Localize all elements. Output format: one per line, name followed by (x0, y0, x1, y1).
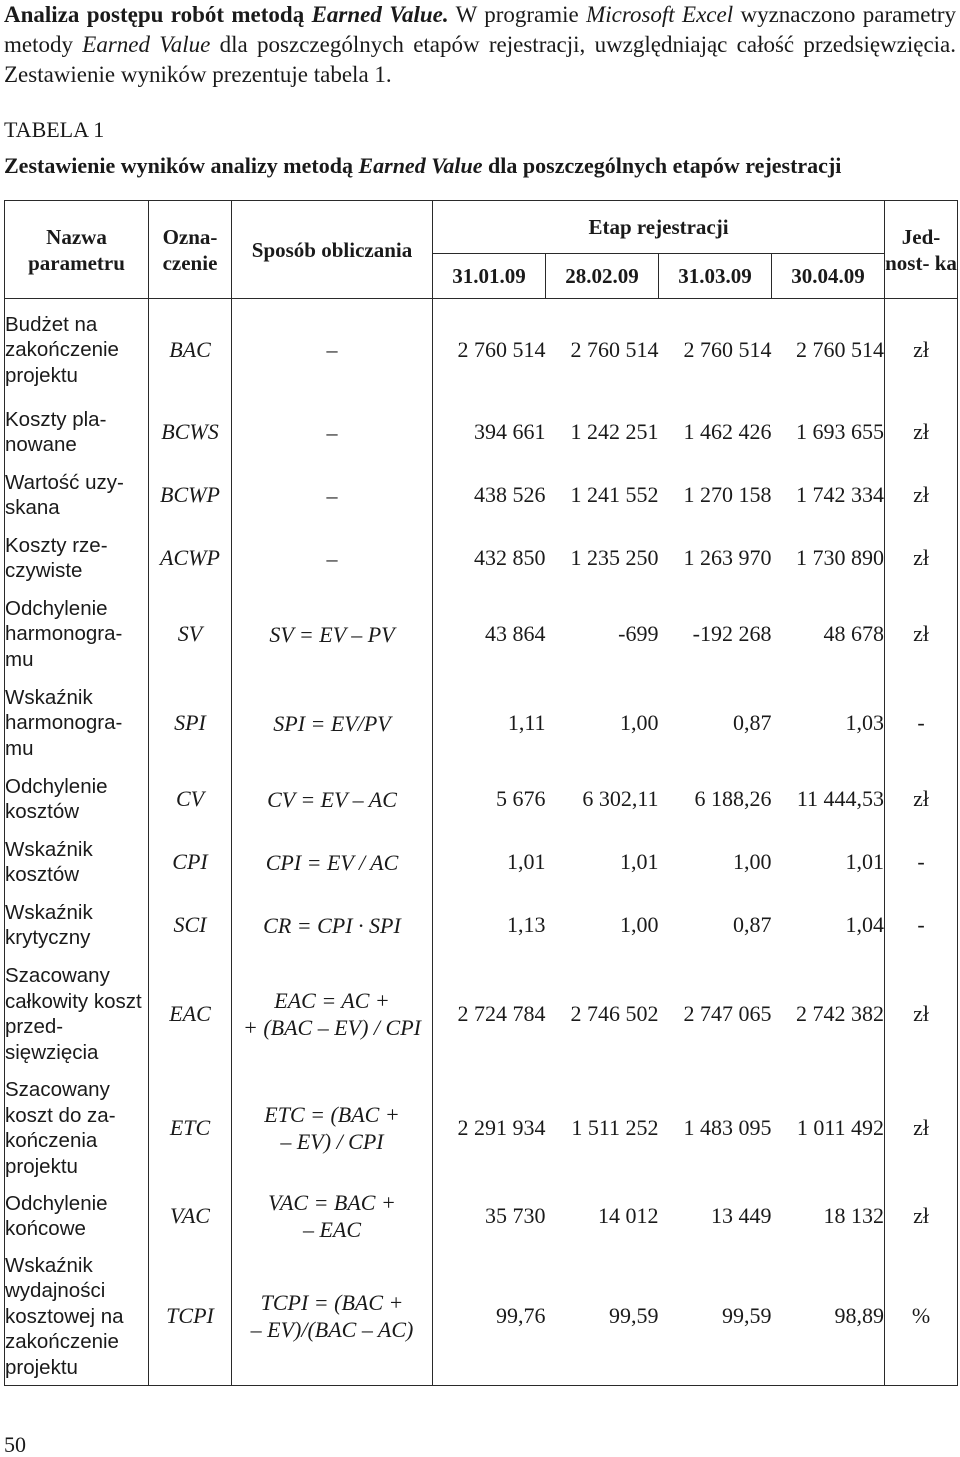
parameter-symbol: BCWS (149, 401, 232, 464)
header-stage-3: 31.03.09 (659, 254, 772, 299)
method-line: – EAC (302, 1217, 362, 1242)
table-title-a: Zestawienie wyników analizy metodą (4, 153, 353, 178)
parameter-name: Odchylenie harmonogra- mu (5, 590, 149, 679)
stage-value: 2 724 784 (433, 957, 546, 1072)
parameter-name: Wskaźnik kosztów (5, 831, 149, 894)
parameter-symbol: BAC (149, 299, 232, 401)
method-line: TCPI = (BAC + (260, 1290, 404, 1316)
parameter-symbol: BCWP (149, 464, 232, 527)
stage-value: 438 526 (433, 464, 546, 527)
header-name: Nazwa parametru (5, 201, 149, 299)
stage-value: 2 747 065 (683, 1001, 772, 1026)
unit: zł (885, 590, 958, 679)
intro-text-d: Zestawienie wyników prezentuje tabela 1. (4, 62, 392, 87)
calculation-method (232, 894, 433, 957)
parameter-symbol: ETC (149, 1072, 232, 1185)
page-number: 50 (4, 1432, 26, 1457)
table-row (5, 299, 958, 401)
stage-value: 2 760 514 (546, 299, 659, 401)
intro-heading-italic: Earned Value. (311, 2, 449, 27)
parameter-name: Wartość uzy- skana (5, 464, 149, 527)
table-label: TABELA 1 (4, 117, 105, 142)
stage-value: 0,87 (733, 710, 772, 735)
table-row (5, 1248, 958, 1386)
intro-text-b: wyznaczono parametry metody (4, 2, 957, 57)
stage-value: 1 693 655 (772, 401, 885, 464)
table-row (5, 957, 958, 1072)
table-row (5, 831, 958, 894)
stage-value: 48 678 (772, 590, 885, 679)
stage-value: 1 742 334 (772, 464, 885, 527)
method-line: – (326, 545, 338, 571)
method-line: VAC = BAC + (268, 1190, 396, 1215)
method-line: CV = EV – AC (267, 786, 397, 812)
stage-value: 1,00 (620, 710, 659, 735)
parameter-name: Wskaźnik krytyczny (5, 894, 149, 957)
table-title-b: dla poszczególnych etapów rejestracji (488, 153, 842, 178)
stage-value: 14 012 (598, 1203, 659, 1228)
header-stage-1: 31.01.09 (433, 254, 546, 299)
calculation-method (232, 590, 433, 679)
method-line: SPI = EV/PV (273, 710, 391, 736)
method-line: – (326, 337, 338, 363)
calculation-method (232, 957, 433, 1072)
stage-value: 1,03 (772, 679, 885, 768)
intro-heading: Analiza postępu robót metodą (4, 2, 305, 27)
unit: zł (885, 1072, 958, 1185)
table-row (5, 894, 958, 957)
stage-value: 1 462 426 (683, 419, 772, 444)
calculation-method (232, 768, 433, 831)
stage-value: 1 242 251 (570, 419, 659, 444)
intro-text-a: W programie (455, 2, 579, 27)
stage-value: 1,01 (620, 849, 659, 874)
stage-value: -192 268 (692, 621, 772, 646)
stage-value: -699 (618, 621, 659, 646)
parameter-name: Szacowany koszt do za- kończenia projektu (5, 1072, 149, 1185)
stage-value: 1 263 970 (683, 545, 772, 570)
calculation-method (232, 1072, 433, 1185)
header-stage-2: 28.02.09 (546, 254, 659, 299)
method-line: ETC = (BAC + (264, 1102, 400, 1127)
intro-app-name: Microsoft Excel (586, 2, 734, 27)
parameter-symbol: ACWP (149, 527, 232, 590)
parameter-name: Wskaźnik wydajności kosztowej na zakończenie projektu (5, 1248, 149, 1386)
stage-value: 6 302,11 (582, 786, 659, 811)
stage-value: 43 864 (433, 590, 546, 679)
stage-value: 2 760 514 (772, 299, 885, 401)
table-row (5, 1185, 958, 1248)
method-line: SV = EV – PV (269, 621, 395, 647)
stage-value: 2 291 934 (433, 1072, 546, 1185)
stage-value: 1,00 (733, 849, 772, 874)
method-line: + (BAC – EV) / CPI (243, 1015, 421, 1040)
table-row (5, 464, 958, 527)
header-method: Sposób obliczania (232, 201, 433, 299)
table-row (5, 401, 958, 464)
stage-value: 1 270 158 (683, 482, 772, 507)
calculation-method (232, 401, 433, 464)
unit: zł (885, 401, 958, 464)
parameter-symbol: SCI (149, 894, 232, 957)
unit: - (885, 894, 958, 957)
calculation-method (232, 679, 433, 768)
stage-value: 1 511 252 (571, 1115, 659, 1140)
stage-value: 1,00 (620, 912, 659, 937)
table-row (5, 768, 958, 831)
stage-value: 2 760 514 (433, 299, 546, 401)
unit: zł (885, 299, 958, 401)
stage-value: 2 742 382 (772, 957, 885, 1072)
parameter-symbol: CV (149, 768, 232, 831)
parameter-name: Odchylenie kosztów (5, 768, 149, 831)
calculation-method (232, 1185, 433, 1248)
parameter-name: Koszty rze- czywiste (5, 527, 149, 590)
header-stage-4: 30.04.09 (772, 254, 885, 299)
stage-value: 1,01 (772, 831, 885, 894)
stage-value: 18 132 (772, 1185, 885, 1248)
calculation-method (232, 527, 433, 590)
stage-value: 0,87 (733, 912, 772, 937)
parameter-symbol: SPI (149, 679, 232, 768)
method-line: – EV)/(BAC – AC) (250, 1317, 414, 1343)
stage-value: 35 730 (433, 1185, 546, 1248)
parameter-symbol: TCPI (149, 1248, 232, 1386)
header-unit: Jed- nost- ka (885, 201, 958, 299)
parameter-name: Budżet na zakończenie projektu (5, 299, 149, 401)
unit: - (885, 831, 958, 894)
calculation-method (232, 1248, 433, 1386)
stage-value: 99,59 (659, 1248, 772, 1386)
intro-text-c: dla poszczególnych etapów rejestracji, uwzględniając całość przedsięwzięcia. (219, 32, 957, 57)
stage-value: 1 011 492 (772, 1072, 885, 1185)
stage-value: 1,01 (433, 831, 546, 894)
unit: zł (885, 464, 958, 527)
unit: zł (885, 768, 958, 831)
unit: zł (885, 957, 958, 1072)
stage-value: 98,89 (772, 1248, 885, 1386)
parameter-symbol: SV (149, 590, 232, 679)
parameter-symbol: CPI (149, 831, 232, 894)
unit: - (885, 679, 958, 768)
table-title (4, 152, 841, 180)
header-symbol: Ozna- czenie (149, 201, 232, 299)
method-line: CR = CPI · SPI (263, 912, 401, 938)
parameter-name: Wskaźnik harmonogra- mu (5, 679, 149, 768)
method-line: – (326, 419, 338, 445)
method-line: CPI = EV / AC (265, 849, 399, 875)
stage-value: 394 661 (433, 401, 546, 464)
stage-value: 5 676 (433, 768, 546, 831)
method-line: EAC = AC + (274, 988, 390, 1013)
calculation-method (232, 464, 433, 527)
parameter-symbol: EAC (149, 957, 232, 1072)
stage-value: 1,11 (433, 679, 546, 768)
stage-value: 13 449 (711, 1203, 772, 1228)
stage-value: 432 850 (433, 527, 546, 590)
calculation-method (232, 831, 433, 894)
stage-value: 1,04 (772, 894, 885, 957)
results-table (4, 200, 958, 1386)
stage-value: 1 241 552 (570, 482, 659, 507)
table-row (5, 679, 958, 768)
stage-value: 1,13 (433, 894, 546, 957)
stage-value: 6 188,26 (694, 786, 772, 811)
header-stage-group: Etap rejestracji (433, 201, 885, 254)
table-row (5, 590, 958, 679)
parameter-name: Odchylenie końcowe (5, 1185, 149, 1248)
unit: zł (885, 1185, 958, 1248)
stage-value: 99,76 (433, 1248, 546, 1386)
table-row (5, 527, 958, 590)
stage-value: 11 444,53 (772, 768, 885, 831)
method-line: – EV) / CPI (280, 1129, 384, 1154)
calculation-method (232, 299, 433, 401)
stage-value: 2 746 502 (570, 1001, 659, 1026)
stage-value: 1 235 250 (570, 545, 659, 570)
stage-value: 2 760 514 (659, 299, 772, 401)
unit: zł (885, 527, 958, 590)
unit: % (885, 1248, 958, 1386)
method-line: – (326, 482, 338, 508)
table-row (5, 1072, 958, 1185)
table-title-italic: Earned Value (358, 153, 483, 178)
intro-method-name: Earned Value (82, 32, 211, 57)
parameter-symbol: VAC (149, 1185, 232, 1248)
stage-value: 1 483 095 (683, 1115, 772, 1140)
table-body (5, 299, 958, 1386)
intro-paragraph (4, 0, 956, 90)
stage-value: 99,59 (546, 1248, 659, 1386)
parameter-name: Szacowany całkowity koszt przed- sięwzięcia (5, 957, 149, 1072)
parameter-name: Koszty pla- nowane (5, 401, 149, 464)
stage-value: 1 730 890 (772, 527, 885, 590)
